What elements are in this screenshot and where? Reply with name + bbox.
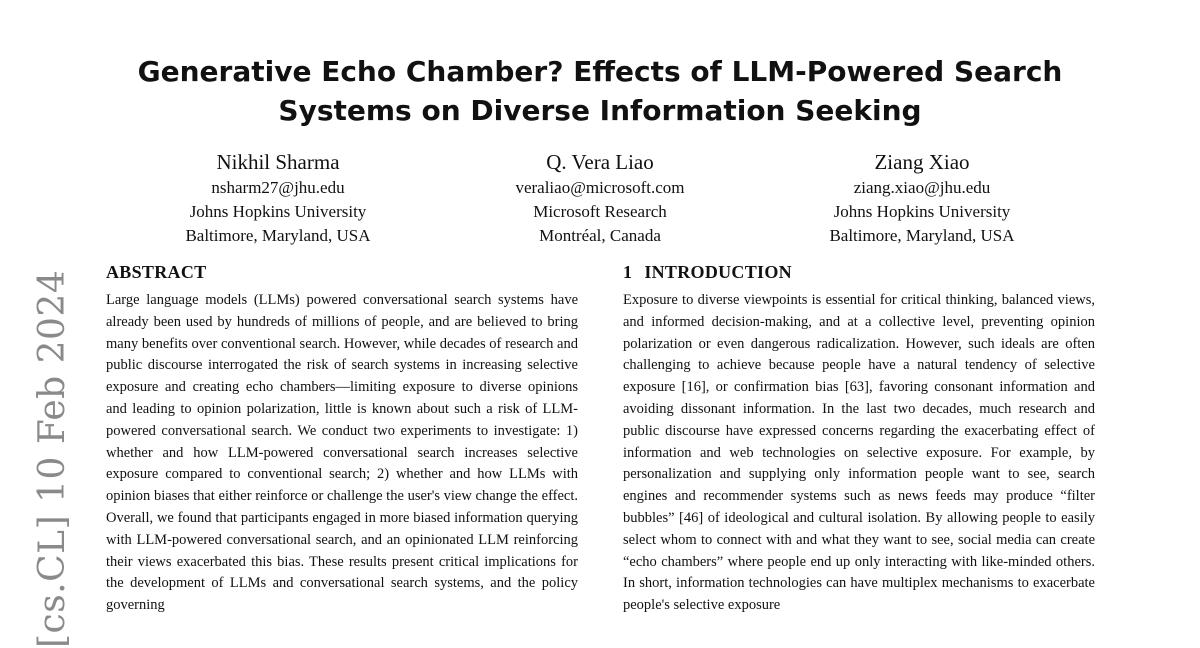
section-number: 1 [623, 262, 633, 282]
paper-title: Generative Echo Chamber? Effects of LLM-Powered Search Systems on Diverse Information Seeking [137, 55, 1063, 127]
author-affiliation: Johns Hopkins University [833, 202, 1011, 221]
author-email[interactable]: nsharm27@jhu.edu [211, 178, 345, 197]
author-email[interactable]: ziang.xiao@jhu.edu [853, 178, 991, 197]
section-title: INTRODUCTION [644, 262, 792, 282]
introduction-heading [623, 260, 1095, 284]
author-name: Q. Vera Liao [546, 150, 654, 174]
arxiv-stamp [26, 269, 76, 648]
author-affiliation: Microsoft Research [533, 202, 667, 221]
author-block [772, 148, 1072, 248]
author-name: Nikhil Sharma [216, 150, 340, 174]
abstract-section [106, 260, 578, 617]
arxiv-stamp-text: [cs.CL] 10 Feb 2024 [32, 269, 73, 648]
abstract-heading: ABSTRACT [106, 262, 207, 282]
introduction-section [623, 260, 1095, 617]
author-block [128, 148, 428, 248]
author-block [450, 148, 750, 248]
author-location: Montréal, Canada [539, 226, 661, 245]
author-location: Baltimore, Maryland, USA [829, 226, 1015, 245]
author-affiliation: Johns Hopkins University [189, 202, 367, 221]
author-name: Ziang Xiao [874, 150, 970, 174]
author-location: Baltimore, Maryland, USA [185, 226, 371, 245]
introduction-text: Exposure to diverse viewpoints is essential for critical thinking, balanced views, and informed decision-making, and at a collective level, preventing opinion polarization or even dangerous radicalization. However, such ideals are often challenging to achieve because people have a natural tendency of selective exposure [16], or confirmation bias [63], favoring consonant information and avoiding dissonant information. In the last two decades, much research and public discourse have expressed concerns regarding the exacerbating effect of information and web technologies on selective exposure. For example, by personalization and supplying only information people want to see, search engines and recommender systems such as news feeds may produce “filter bubbles” [46] of ideological and cultural isolation. By allowing people to easily select whom to connect with and what they want to see, social media can create “echo chambers” where people end up only interacting with like-minded others. In short, information technologies can have multiplex mechanisms to exacerbate people's selective exposure [623, 292, 1095, 614]
abstract-text: Large language models (LLMs) powered conversational search systems have already been used by hundreds of millions of people, and are believed to bring many benefits over conventional search. However, while decades of research and public discourse interrogated the risk of search systems in increasing selective exposure and creating echo chambers—limiting exposure to diverse opinions and leading to opinion polarization, little is known about such a risk of LLM-powered conversational search. We conduct two experiments to investigate: 1) whether and how LLM-powered conversational search increases selective exposure compared to conventional search; 2) whether and how LLMs with opinion biases that either reinforce or challenge the user's view change the effect. Overall, we found that participants engaged in more biased information querying with LLM-powered conversational search, and an opinionated LLM reinforcing their views exacerbated this bias. These results present critical implications for the development of LLMs and conversational search systems, and the policy governing [106, 292, 578, 614]
author-email[interactable]: veraliao@microsoft.com [515, 178, 685, 197]
